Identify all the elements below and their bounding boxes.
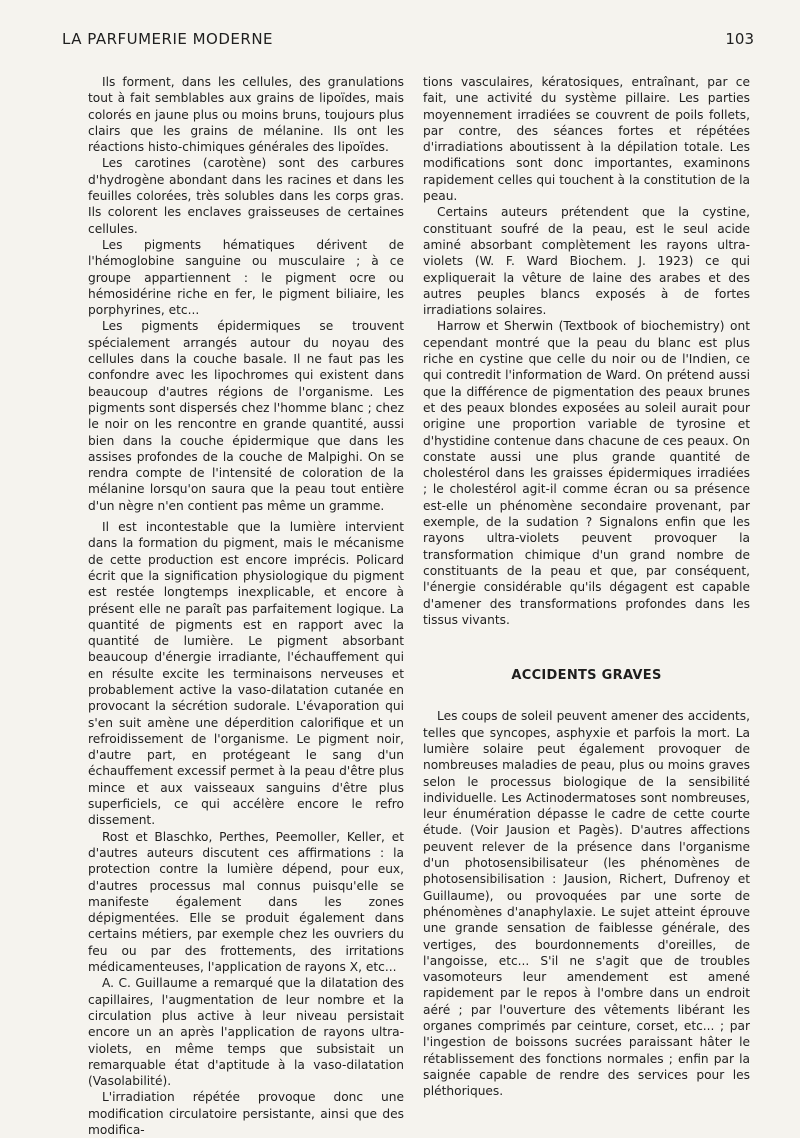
paragraph: Certains auteurs prétendent que la cystine, constituant soufré de la peau, est le seul acide aminé absorbant complètement les rayons ultra-violets (W. F. Ward Biochem. J. 1923) ce qui expliquerait la vêture de laine des arabes et des autres peuples blancs exposés à de fortes irradiations solaires. [423, 205, 750, 318]
paragraph: Rost et Blaschko, Perthes, Peemoller, Keller, et d'autres auteurs discutent ces affirmations : la protection contre la lumière dépend, pour eux, d'autres processus mal connus puisqu'elle se manifeste également dans les zones dépigmentées. Elle se produit également dans certains métiers, par exemple chez les ouvriers du feu ou par des frottements, des irritations médicamenteuses, l'application de rayons X, etc... [88, 829, 404, 975]
right-column [423, 74, 750, 1100]
paragraph: Les pigments épidermiques se trouvent spécialement arrangés autour du noyau des cellules dans la couche basale. Il ne faut pas les confondre avec les lipochromes qui existent dans beaucoup d'autres régions de l'organisme. Les pigments sont dispersés chez l'homme blanc ; chez le noir on les rencontre en grande quantité, aussi bien dans la couche épidermique que dans les assises profondes de la couche de Malpighi. On se rendra compte de l'intensité de coloration de la mélanine lorsqu'on saura que la peau tout entière d'un nègre n'en contient pas même un gramme. [88, 319, 404, 513]
running-title: LA PARFUMERIE MODERNE [62, 30, 274, 48]
section-title: ACCIDENTS GRAVES [511, 668, 662, 684]
paragraph: Ils forment, dans les cellules, des granulations tout à fait semblables aux grains de lipoïdes, mais colorés en jaune plus ou moins bruns, toujours plus clairs que les grains de mélanine. Ils ont les réactions histo-chimiques générales des lipoïdes. [88, 75, 404, 155]
paragraph: tions vasculaires, kératosiques, entraînant, par ce fait, une activité du système pillaire. Les parties moyennement irradiées se couvrent de poils follets, par contre, des séances fortes et répétées d'irradiations aboutissent à la dépilation totale. Les modifications sont donc importantes, examinons rapidement celles qui touchent à la constitution de la peau. [423, 75, 750, 204]
paragraph: Les coups de soleil peuvent amener des accidents, telles que syncopes, asphyxie et parfois la mort. La lumière solaire peut également provoquer de nombreuses maladies de peau, plus ou moins graves selon le processus biologique de la sensibilité individuelle. Les Actinodermatoses sont nombreuses, leur énumération dépasse le cadre de cette courte étude. (Voir Jausion et Pagès). D'autres affections peuvent relever de la présence dans l'organisme d'un photosensibilisateur (les phénomènes de photosensibilisation : Jausion, Richert, Dufrenoy et Guillaume), ou provoquées par une sorte de phénomènes d'anaphylaxie. Le sujet atteint éprouve une grande sensation de faiblesse générale, des vertiges, des bourdonnements d'oreilles, de l'angoisse, etc... S'il ne s'agit que de troubles vasomoteurs leur amendement est amené rapidement par le repos à l'ombre dans un endroit aéré ; par l'ouverture des vêtements libérant les organes comprimés par ceinture, corset, etc... ; par l'ingestion de boissons sucrées paraissant hâter le rétablissement des fonctions normales ; enfin par la saignée capable de rendre des services pour les pléthoriques. [423, 709, 750, 1099]
left-column [88, 74, 404, 1138]
paragraph: Les carotines (carotène) sont des carbures d'hydrogène abondant dans les racines et dans les feuilles colorées, très solubles dans les corps gras. Ils colorent les enclaves graisseuses de certaines cellules. [88, 156, 404, 236]
paragraph: Il est incontestable que la lumière intervient dans la formation du pigment, mais le mécanisme de cette production est encore imprécis. Policard écrit que la signification physiologique du pigment est restée longtemps inexplicable, et encore à présent elle ne paraît pas parfaitement logique. La quantité de pigments est en rapport avec la quantité de lumière. Le pigment absorbant beaucoup d'énergie irradiante, l'échauffement qui en résulte excite les terminaisons nerveuses et probablement active la vaso-dilatation cutanée en provocant la sécrétion sudorale. L'évaporation qui s'en suit amène une déperdition calorifique et un refroidissement de l'organisme. Le pigment noir, d'autre part, en protégeant le sang d'un échauffement excessif permet à la peau d'être plus mince et aux vaisseaux sanguins d'être plus superficiels, ce qui accélère encore le refro dissement. [88, 520, 404, 828]
paragraph: A. C. Guillaume a remarqué que la dilatation des capillaires, l'augmentation de leur nombre et la circulation plus active à leur niveau persistait encore un an après l'application de rayons ultra-violets, en même temps que subsistait un remarquable état d'aptitude à la vaso-dilatation (Vasolabilité). [88, 976, 404, 1089]
paragraph: Harrow et Sherwin (Textbook of biochemistry) ont cependant montré que la peau du blanc est plus riche en cystine que celle du noir ou de l'Indien, ce qui contredit l'information de Ward. On prétend aussi que la différence de pigmentation des peaux brunes et des peaux blondes exposées au soleil aurait pour origine une proportion variable de tyrosine et d'hystidine contenue dans chacune de ces peaux. On constate aussi une plus grande quantité de cholestérol dans les graisses épidermiques irradiées ; le cholestérol agit-il comme écran ou sa présence est-elle un phénomène secondaire provenant, par exemple, de la sudation ? Signalons enfin que les rayons ultra-violets peuvent provoquer la transformation chimique d'un grand nombre de constituants de la peau et que, par conséquent, l'énergie considérable qu'ils dégagent est capable d'amener des transformations profondes dans les tissus vivants. [423, 319, 750, 627]
paragraph: L'irradiation répétée provoque donc une modification circulatoire persistante, ainsi que des modifica- [88, 1090, 404, 1137]
page-number: 103 [725, 30, 754, 48]
paragraph: Les pigments hématiques dérivent de l'hémoglobine sanguine ou musculaire ; à ce groupe appartiennent : le pigment ocre ou hémosidérine riche en fer, le pigment biliaire, les porphyrines, etc... [88, 237, 404, 318]
